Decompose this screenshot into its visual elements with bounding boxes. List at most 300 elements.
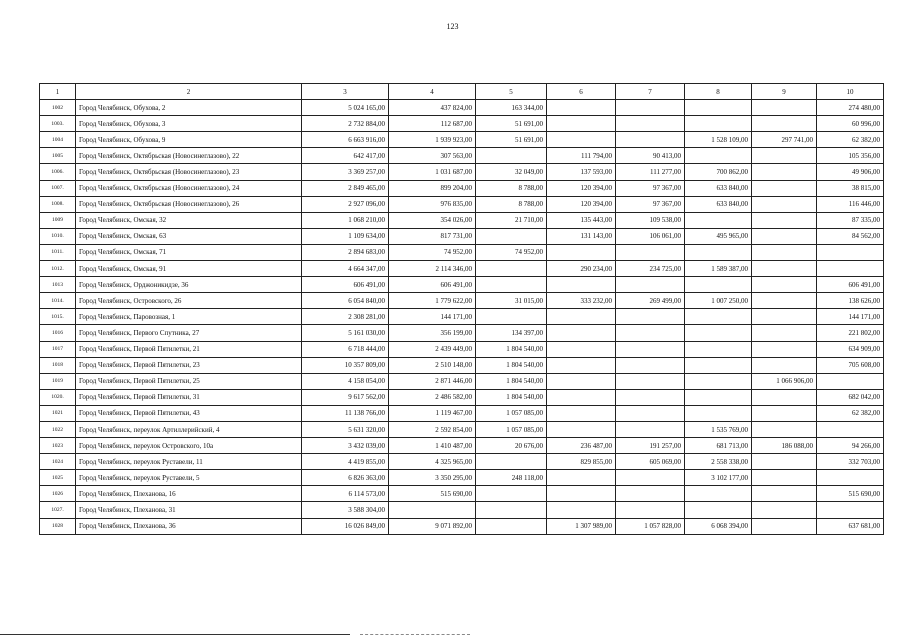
amount-cell	[616, 309, 685, 325]
row-number-cell: 1006.	[40, 164, 76, 180]
amount-cell	[752, 293, 817, 309]
amount-cell: 4 325 965,00	[389, 454, 476, 470]
amount-cell: 829 855,00	[547, 454, 616, 470]
amount-cell	[547, 341, 616, 357]
header-cell: 7	[616, 84, 685, 100]
amount-cell: 60 996,00	[817, 116, 884, 132]
amount-cell: 297 741,00	[752, 132, 817, 148]
footer-dashed-rule	[360, 634, 470, 636]
row-number-cell: 1017	[40, 341, 76, 357]
row-number-cell: 1027.	[40, 502, 76, 518]
amount-cell	[476, 309, 547, 325]
amount-cell: 248 118,00	[476, 470, 547, 486]
amount-cell: 354 026,00	[389, 212, 476, 228]
amount-cell: 6 054 840,00	[302, 293, 389, 309]
page-number: 123	[446, 22, 459, 31]
amount-cell	[547, 470, 616, 486]
amount-cell: 11 138 766,00	[302, 405, 389, 421]
amount-cell	[547, 405, 616, 421]
amount-cell	[616, 470, 685, 486]
address-cell: Город Челябинск, переулок Руставели, 11	[76, 454, 302, 470]
amount-cell	[476, 148, 547, 164]
table-row	[40, 100, 884, 116]
amount-cell: 144 171,00	[389, 309, 476, 325]
address-cell: Город Челябинск, Первой Пятилетки, 43	[76, 405, 302, 421]
amount-cell	[616, 502, 685, 518]
amount-cell: 2 592 854,00	[389, 421, 476, 437]
amount-cell	[547, 389, 616, 405]
amount-cell: 21 710,00	[476, 212, 547, 228]
amount-cell: 90 413,00	[616, 148, 685, 164]
amount-cell: 2 927 096,00	[302, 196, 389, 212]
amount-cell: 1 804 540,00	[476, 373, 547, 389]
amount-cell: 105 356,00	[817, 148, 884, 164]
amount-cell	[752, 164, 817, 180]
address-cell: Город Челябинск, Омская, 71	[76, 244, 302, 260]
amount-cell	[752, 244, 817, 260]
amount-cell	[817, 261, 884, 277]
amount-cell	[547, 132, 616, 148]
amount-cell: 236 487,00	[547, 438, 616, 454]
amount-cell: 3 102 177,00	[685, 470, 752, 486]
amount-cell	[616, 341, 685, 357]
row-number-cell: 1007.	[40, 180, 76, 196]
amount-cell: 3 588 304,00	[302, 502, 389, 518]
amount-cell	[547, 502, 616, 518]
address-cell: Город Челябинск, Плеханова, 16	[76, 486, 302, 502]
row-number-cell: 1018	[40, 357, 76, 373]
amount-cell: 4 158 054,00	[302, 373, 389, 389]
header-cell: 1	[40, 84, 76, 100]
address-cell: Город Челябинск, Обухова, 2	[76, 100, 302, 116]
amount-cell: 2 732 884,00	[302, 116, 389, 132]
amount-cell	[752, 212, 817, 228]
amount-cell: 1 589 387,00	[685, 261, 752, 277]
amount-cell: 31 015,00	[476, 293, 547, 309]
amount-cell: 682 042,00	[817, 389, 884, 405]
amount-cell	[547, 244, 616, 260]
amount-cell	[752, 486, 817, 502]
table-row	[40, 502, 884, 518]
amount-cell: 97 367,00	[616, 196, 685, 212]
table-row	[40, 470, 884, 486]
table-row	[40, 309, 884, 325]
amount-cell: 515 690,00	[389, 486, 476, 502]
amount-cell: 191 257,00	[616, 438, 685, 454]
amount-cell: 1 057 828,00	[616, 518, 685, 534]
row-number-cell: 1024	[40, 454, 76, 470]
header-cell: 4	[389, 84, 476, 100]
header-cell: 10	[817, 84, 884, 100]
amount-cell: 333 232,00	[547, 293, 616, 309]
amount-cell	[685, 100, 752, 116]
amount-cell	[685, 373, 752, 389]
header-cell: 2	[76, 84, 302, 100]
amount-cell: 120 394,00	[547, 196, 616, 212]
address-cell: Город Челябинск, Октябрьская (Новосинеглазово), 24	[76, 180, 302, 196]
amount-cell	[547, 116, 616, 132]
row-number-cell: 1010.	[40, 228, 76, 244]
amount-cell: 515 690,00	[817, 486, 884, 502]
row-number-cell: 1012.	[40, 261, 76, 277]
amount-cell	[752, 116, 817, 132]
address-cell: Город Челябинск, Обухова, 9	[76, 132, 302, 148]
amount-cell: 976 835,00	[389, 196, 476, 212]
row-number-cell: 1008.	[40, 196, 76, 212]
amount-cell	[616, 244, 685, 260]
amount-cell: 606 491,00	[389, 277, 476, 293]
amount-cell: 111 277,00	[616, 164, 685, 180]
amount-cell: 2 849 465,00	[302, 180, 389, 196]
address-cell: Город Челябинск, Октябрьская (Новосинеглазово), 23	[76, 164, 302, 180]
table-body	[40, 100, 884, 535]
row-number-cell: 1015.	[40, 309, 76, 325]
amount-cell: 6 114 573,00	[302, 486, 389, 502]
amount-cell: 109 538,00	[616, 212, 685, 228]
amount-cell: 2 510 148,00	[389, 357, 476, 373]
amount-cell	[752, 405, 817, 421]
amount-cell: 97 367,00	[616, 180, 685, 196]
amount-cell: 437 824,00	[389, 100, 476, 116]
amount-cell	[752, 470, 817, 486]
amount-cell	[547, 486, 616, 502]
amount-cell: 116 446,00	[817, 196, 884, 212]
amount-cell	[752, 341, 817, 357]
amount-cell	[752, 518, 817, 534]
amount-cell	[616, 405, 685, 421]
table-row	[40, 421, 884, 437]
amount-cell: 137 593,00	[547, 164, 616, 180]
amount-cell: 134 397,00	[476, 325, 547, 341]
amount-cell	[752, 502, 817, 518]
amount-cell	[685, 341, 752, 357]
amount-cell	[752, 454, 817, 470]
header-cell: 6	[547, 84, 616, 100]
header-cell: 5	[476, 84, 547, 100]
amount-cell: 1 057 085,00	[476, 405, 547, 421]
address-cell: Город Челябинск, Орджоникидзе, 36	[76, 277, 302, 293]
table-row	[40, 325, 884, 341]
row-number-cell: 1009	[40, 212, 76, 228]
amount-cell: 1 804 540,00	[476, 357, 547, 373]
amount-cell: 111 794,00	[547, 148, 616, 164]
amount-cell: 6 718 444,00	[302, 341, 389, 357]
row-number-cell: 1004	[40, 132, 76, 148]
row-number-cell: 1020.	[40, 389, 76, 405]
amount-cell: 307 563,00	[389, 148, 476, 164]
amount-cell	[752, 228, 817, 244]
amount-cell: 1 939 923,00	[389, 132, 476, 148]
amount-cell: 1 057 085,00	[476, 421, 547, 437]
amount-cell: 138 626,00	[817, 293, 884, 309]
amount-cell: 3 432 039,00	[302, 438, 389, 454]
amount-cell	[685, 212, 752, 228]
table-row	[40, 357, 884, 373]
amount-cell: 269 499,00	[616, 293, 685, 309]
amount-cell	[752, 148, 817, 164]
table-row	[40, 148, 884, 164]
table-row	[40, 405, 884, 421]
address-cell: Город Челябинск, Плеханова, 31	[76, 502, 302, 518]
amount-cell: 49 906,00	[817, 164, 884, 180]
amount-cell: 16 026 849,00	[302, 518, 389, 534]
address-cell: Город Челябинск, Обухова, 3	[76, 116, 302, 132]
amount-cell	[752, 325, 817, 341]
amount-cell: 51 691,00	[476, 132, 547, 148]
amount-cell	[752, 421, 817, 437]
amount-cell: 74 952,00	[389, 244, 476, 260]
amount-cell: 8 788,00	[476, 180, 547, 196]
footer-rule	[0, 634, 350, 635]
address-cell: Город Челябинск, Омская, 63	[76, 228, 302, 244]
amount-cell	[547, 357, 616, 373]
amount-cell: 62 382,00	[817, 405, 884, 421]
amount-cell	[476, 228, 547, 244]
table-row	[40, 277, 884, 293]
amount-cell	[616, 389, 685, 405]
amount-cell: 6 068 394,00	[685, 518, 752, 534]
amount-cell: 163 344,00	[476, 100, 547, 116]
amount-cell	[685, 148, 752, 164]
table-row	[40, 180, 884, 196]
amount-cell: 62 382,00	[817, 132, 884, 148]
amount-cell	[685, 277, 752, 293]
amount-cell	[547, 373, 616, 389]
amount-cell	[685, 357, 752, 373]
row-number-cell: 1003.	[40, 116, 76, 132]
header-row	[40, 84, 884, 100]
amount-cell	[547, 100, 616, 116]
row-number-cell: 1011.	[40, 244, 76, 260]
amount-cell: 51 691,00	[476, 116, 547, 132]
amount-cell: 10 357 809,00	[302, 357, 389, 373]
amount-cell: 2 114 346,00	[389, 261, 476, 277]
amount-cell: 681 713,00	[685, 438, 752, 454]
amount-cell: 633 840,00	[685, 196, 752, 212]
amount-cell: 144 171,00	[817, 309, 884, 325]
amount-cell: 135 443,00	[547, 212, 616, 228]
amount-cell: 112 687,00	[389, 116, 476, 132]
amount-cell: 899 204,00	[389, 180, 476, 196]
amount-cell: 817 731,00	[389, 228, 476, 244]
row-number-cell: 1026	[40, 486, 76, 502]
amount-cell: 20 676,00	[476, 438, 547, 454]
table-row	[40, 261, 884, 277]
table-row	[40, 518, 884, 534]
amount-cell: 2 558 338,00	[685, 454, 752, 470]
amount-cell	[817, 421, 884, 437]
row-number-cell: 1025	[40, 470, 76, 486]
amount-cell: 4 664 347,00	[302, 261, 389, 277]
amount-cell: 633 840,00	[685, 180, 752, 196]
row-number-cell: 1016	[40, 325, 76, 341]
amount-cell: 356 199,00	[389, 325, 476, 341]
address-cell: Город Челябинск, Плеханова, 36	[76, 518, 302, 534]
amount-cell: 6 826 363,00	[302, 470, 389, 486]
table-row	[40, 228, 884, 244]
amount-cell: 606 491,00	[302, 277, 389, 293]
amount-cell	[616, 100, 685, 116]
amount-cell	[752, 277, 817, 293]
row-number-cell: 1028	[40, 518, 76, 534]
table-row	[40, 438, 884, 454]
amount-cell: 1 804 540,00	[476, 389, 547, 405]
address-cell: Город Челябинск, переулок Островского, 10а	[76, 438, 302, 454]
amount-cell: 87 335,00	[817, 212, 884, 228]
amount-cell	[616, 116, 685, 132]
amount-cell	[685, 502, 752, 518]
amount-cell: 106 061,00	[616, 228, 685, 244]
amount-cell: 186 088,00	[752, 438, 817, 454]
amount-cell: 84 562,00	[817, 228, 884, 244]
amount-cell: 3 369 257,00	[302, 164, 389, 180]
table-row	[40, 293, 884, 309]
amount-cell	[752, 389, 817, 405]
amount-cell: 642 417,00	[302, 148, 389, 164]
amount-cell: 2 871 446,00	[389, 373, 476, 389]
table-row	[40, 389, 884, 405]
address-cell: Город Челябинск, Омская, 32	[76, 212, 302, 228]
amount-cell: 290 234,00	[547, 261, 616, 277]
amount-cell	[476, 518, 547, 534]
amount-cell: 495 965,00	[685, 228, 752, 244]
amount-cell: 637 681,00	[817, 518, 884, 534]
amount-cell: 1 031 687,00	[389, 164, 476, 180]
row-number-cell: 1014.	[40, 293, 76, 309]
amount-cell	[616, 277, 685, 293]
amount-cell: 1 307 989,00	[547, 518, 616, 534]
amount-cell: 4 419 855,00	[302, 454, 389, 470]
row-number-cell: 1013	[40, 277, 76, 293]
amount-cell	[547, 277, 616, 293]
amount-cell	[476, 486, 547, 502]
amount-cell: 9 071 892,00	[389, 518, 476, 534]
amount-cell	[476, 454, 547, 470]
amount-cell: 8 788,00	[476, 196, 547, 212]
table-row	[40, 486, 884, 502]
amount-cell	[476, 277, 547, 293]
amount-cell	[817, 244, 884, 260]
amount-cell: 3 350 295,00	[389, 470, 476, 486]
amount-cell	[685, 405, 752, 421]
amount-cell	[752, 100, 817, 116]
row-number-cell: 1023	[40, 438, 76, 454]
address-cell: Город Челябинск, Первой Пятилетки, 21	[76, 341, 302, 357]
amount-cell	[817, 470, 884, 486]
table-row	[40, 454, 884, 470]
amount-cell	[547, 421, 616, 437]
amount-cell: 1 410 487,00	[389, 438, 476, 454]
amount-cell	[752, 180, 817, 196]
amount-cell: 274 480,00	[817, 100, 884, 116]
amount-cell: 1 119 467,00	[389, 405, 476, 421]
amount-cell	[616, 325, 685, 341]
address-cell: Город Челябинск, Октябрьская (Новосинеглазово), 26	[76, 196, 302, 212]
address-cell: Город Челябинск, переулок Руставели, 5	[76, 470, 302, 486]
address-cell: Город Челябинск, Первой Пятилетки, 25	[76, 373, 302, 389]
amount-cell: 2 308 281,00	[302, 309, 389, 325]
amount-cell	[547, 309, 616, 325]
amount-cell	[685, 244, 752, 260]
address-cell: Город Челябинск, Островского, 26	[76, 293, 302, 309]
amount-cell: 1 109 634,00	[302, 228, 389, 244]
amount-cell	[616, 132, 685, 148]
header-cell: 8	[685, 84, 752, 100]
address-cell: Город Челябинск, переулок Артиллерийский, 4	[76, 421, 302, 437]
amount-cell: 6 663 916,00	[302, 132, 389, 148]
amount-cell: 1 804 540,00	[476, 341, 547, 357]
amount-cell	[752, 357, 817, 373]
amount-cell: 1 007 250,00	[685, 293, 752, 309]
amount-cell: 605 069,00	[616, 454, 685, 470]
amount-cell	[817, 502, 884, 518]
amount-cell: 5 631 320,00	[302, 421, 389, 437]
address-cell: Город Челябинск, Октябрьская (Новосинеглазово), 22	[76, 148, 302, 164]
row-number-cell: 1005	[40, 148, 76, 164]
amount-cell: 5 161 030,00	[302, 325, 389, 341]
amount-cell	[817, 373, 884, 389]
amount-cell	[685, 116, 752, 132]
amount-cell	[616, 357, 685, 373]
amount-cell: 38 815,00	[817, 180, 884, 196]
amount-cell: 234 725,00	[616, 261, 685, 277]
amount-cell	[752, 196, 817, 212]
table-row	[40, 164, 884, 180]
table-row	[40, 196, 884, 212]
table-row	[40, 373, 884, 389]
amount-cell	[616, 486, 685, 502]
amount-cell: 700 862,00	[685, 164, 752, 180]
amount-cell: 221 802,00	[817, 325, 884, 341]
amount-cell: 2 486 582,00	[389, 389, 476, 405]
header-cell: 9	[752, 84, 817, 100]
amount-cell: 94 266,00	[817, 438, 884, 454]
amount-cell: 2 894 683,00	[302, 244, 389, 260]
amount-cell: 634 909,00	[817, 341, 884, 357]
address-cell: Город Челябинск, Омская, 91	[76, 261, 302, 277]
amount-cell	[389, 502, 476, 518]
address-cell: Город Челябинск, Первого Спутника, 27	[76, 325, 302, 341]
amount-cell	[616, 421, 685, 437]
table-row	[40, 244, 884, 260]
amount-cell	[685, 486, 752, 502]
amount-cell: 120 394,00	[547, 180, 616, 196]
table-row	[40, 212, 884, 228]
amount-cell	[616, 373, 685, 389]
amount-cell	[752, 309, 817, 325]
amount-cell: 131 143,00	[547, 228, 616, 244]
amount-cell: 1 535 769,00	[685, 421, 752, 437]
amount-cell: 332 703,00	[817, 454, 884, 470]
amount-cell: 606 491,00	[817, 277, 884, 293]
amount-cell	[476, 502, 547, 518]
row-number-cell: 1022	[40, 421, 76, 437]
amount-cell: 2 439 449,00	[389, 341, 476, 357]
amount-cell: 32 049,00	[476, 164, 547, 180]
amount-cell: 1 528 109,00	[685, 132, 752, 148]
amount-cell: 1 068 210,00	[302, 212, 389, 228]
address-cell: Город Челябинск, Первой Пятилетки, 23	[76, 357, 302, 373]
header-cell: 3	[302, 84, 389, 100]
amount-cell	[685, 309, 752, 325]
amount-cell	[752, 261, 817, 277]
data-table	[39, 83, 884, 535]
row-number-cell: 1021	[40, 405, 76, 421]
amount-cell	[685, 325, 752, 341]
row-number-cell: 1019	[40, 373, 76, 389]
table-row	[40, 132, 884, 148]
amount-cell: 5 024 165,00	[302, 100, 389, 116]
